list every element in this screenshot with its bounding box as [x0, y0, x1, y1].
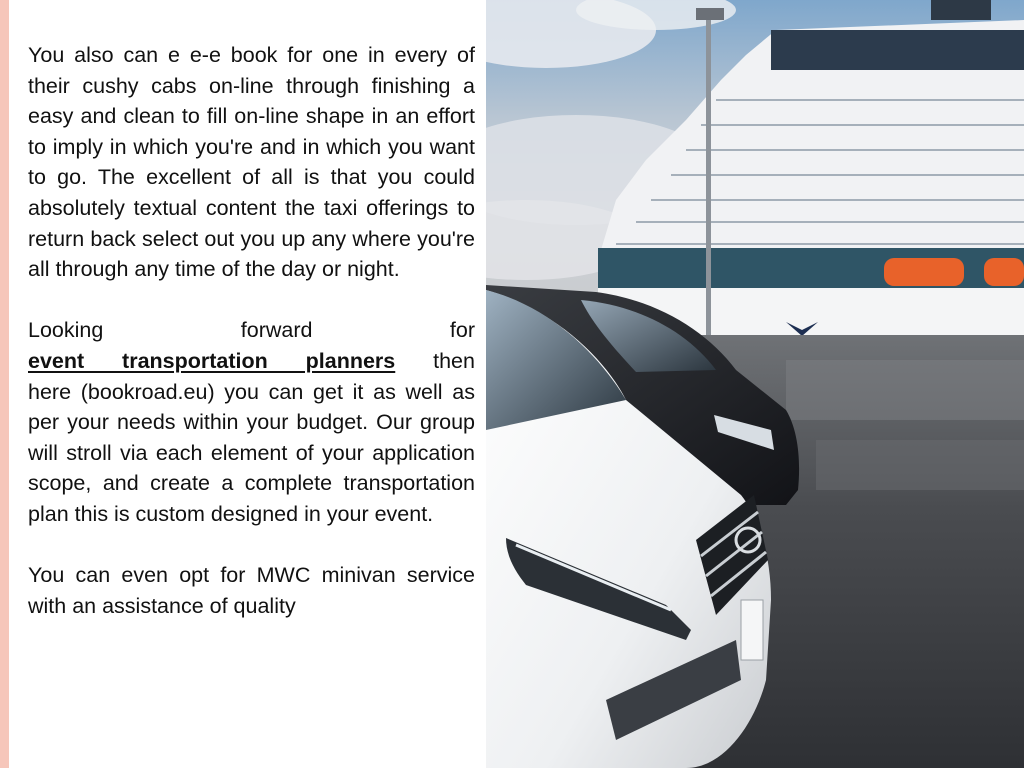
- ship-funnel: [931, 0, 991, 20]
- text-panel: [28, 40, 475, 652]
- intro-word: Looking: [28, 318, 104, 343]
- intro-word: for: [449, 318, 475, 343]
- pavement-reflection: [816, 440, 1024, 490]
- cruise-port-photo: [486, 0, 1024, 768]
- after-link-word: then: [433, 348, 475, 373]
- paragraph-body: here (bookroad.eu) you can get it as well as per your needs within your budget. Our group will stroll via each element of your application scope, and create a complete transportation plan this is custom designed in your event.: [28, 379, 475, 526]
- white-van-plate: [741, 600, 763, 660]
- paragraph-intro-line: [28, 315, 475, 346]
- lifeboat: [884, 258, 964, 286]
- pavement-reflection: [786, 360, 1024, 420]
- paragraph-booking: You also can e e-e book for one in every of their cushy cabs on-line through finishing a easy and clean to fill on-line shape in an effort to imply in which you're and in which you want to go. The excellent of all is that you could absolutely textual content the taxi offerings to return back select out you up any where you're all through any time of the day or night.: [28, 43, 475, 282]
- light-pole-head: [696, 8, 724, 20]
- paragraph-event-planners: [28, 315, 475, 529]
- paragraph-minivan: You can even opt for MWC minivan service with an assistance of quality: [28, 563, 475, 618]
- light-pole: [706, 20, 711, 335]
- paragraph-link-line: [28, 346, 475, 377]
- lifeboat: [984, 258, 1024, 286]
- event-transportation-planners-link[interactable]: event transportation planners: [28, 348, 396, 373]
- accent-bar: [0, 0, 9, 768]
- ship-upper-deck: [771, 30, 1024, 70]
- intro-word: forward: [240, 318, 313, 343]
